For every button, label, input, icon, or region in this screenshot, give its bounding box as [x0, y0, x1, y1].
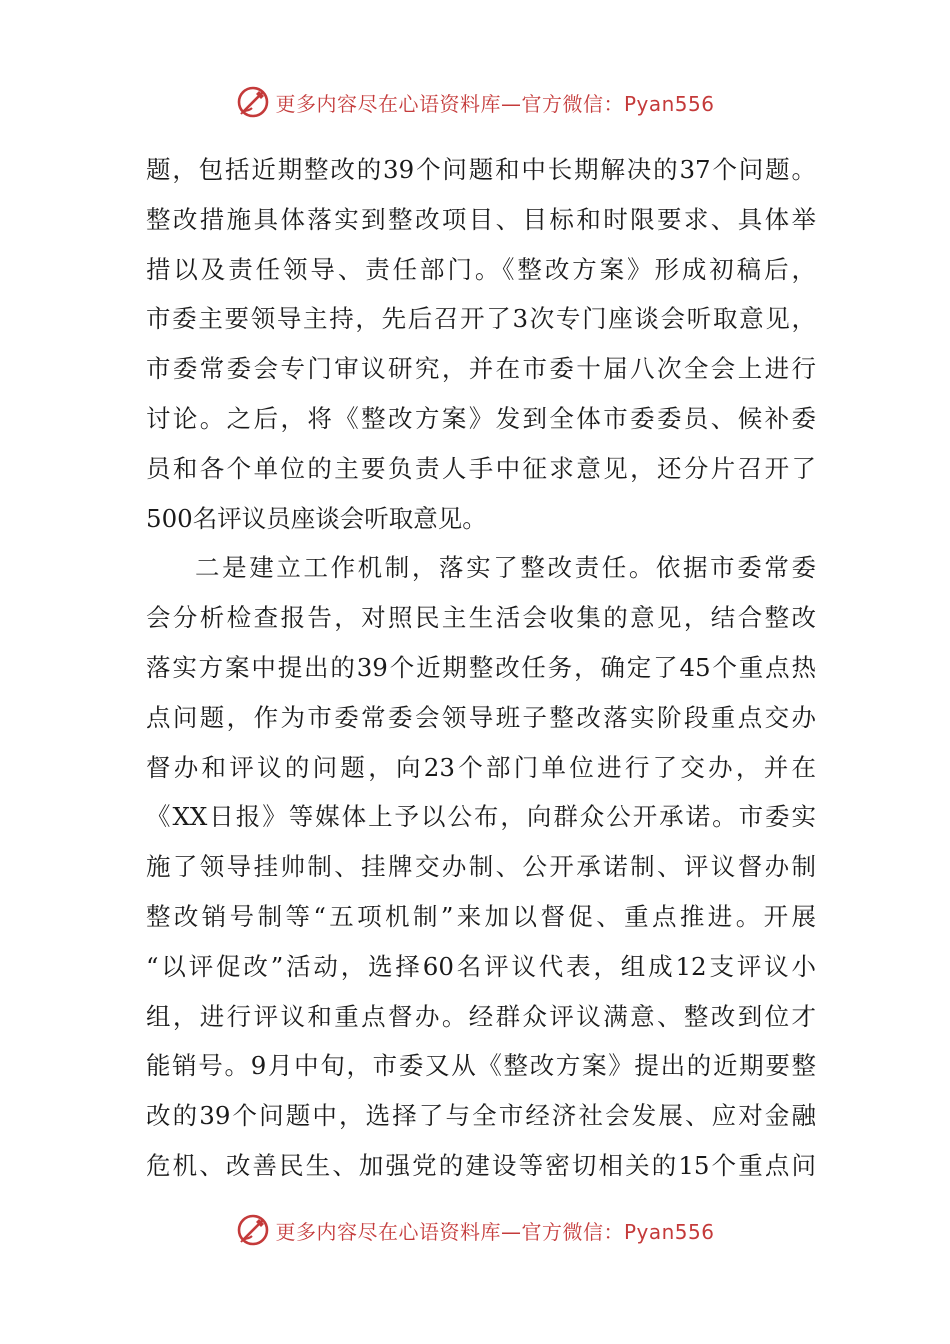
- body-line: 会分析检查报告，对照民主生活会收集的意见，结合整改: [146, 603, 816, 633]
- body-line: 整改销号制等“五项机制”来加以督促、重点推进。开展: [146, 901, 816, 931]
- body-line: 措以及责任领导、责任部门。《整改方案》形成初稿后，: [146, 254, 816, 284]
- paragraph-start-line: 二是建立工作机制，落实了整改责任。依据市委常委: [195, 553, 816, 583]
- body-line: 施了领导挂帅制、挂牌交办制、公开承诺制、评议督办制: [146, 852, 816, 882]
- body-line: 员和各个单位的主要负责人手中征求意见，还分片召开了: [146, 453, 816, 483]
- banner-text: 更多内容尽在心语资料库—官方微信：Pyan556: [275, 91, 715, 116]
- body-line: 督办和评议的问题，向23个部门单位进行了交办，并在: [146, 752, 816, 782]
- body-line: 讨论。之后，将《整改方案》发到全体市委委员、候补委: [146, 403, 816, 433]
- body-line: 改的39个问题中，选择了与全市经济社会发展、应对金融: [146, 1101, 816, 1131]
- body-line: 能销号。9月中旬，市委又从《整改方案》提出的近期要整: [146, 1051, 816, 1081]
- body-line: 题，包括近期整改的39个问题和中长期解决的37个问题。: [146, 155, 816, 184]
- body-line: 点问题，作为市委常委会领导班子整改落实阶段重点交办: [146, 702, 816, 732]
- body-line: 落实方案中提出的39个近期整改任务，确定了45个重点热: [146, 652, 816, 682]
- body-line: 危机、改善民生、加强党的建设等密切相关的15个重点问: [146, 1150, 816, 1180]
- pen-in-circle-icon: [235, 1212, 271, 1248]
- pen-in-circle-icon: [235, 84, 271, 120]
- footer-banner: [0, 1210, 950, 1250]
- header-banner: [0, 82, 950, 122]
- body-line: “以评促改”活动，选择60名评议代表，组成12支评议小: [146, 951, 816, 981]
- body-line: 市委常委会专门审议研究，并在市委十届八次全会上进行: [146, 354, 816, 384]
- body-line: 市委主要领导主持，先后召开了3次专门座谈会听取意见，: [146, 304, 816, 334]
- banner-text: 更多内容尽在心语资料库—官方微信：Pyan556: [275, 1219, 715, 1244]
- body-line: 《XX日报》等媒体上予以公布，向群众公开承诺。市委实: [146, 802, 816, 832]
- body-line: 组，进行评议和重点督办。经群众评议满意、整改到位才: [146, 1001, 816, 1031]
- body-line: 500名评议员座谈会听取意见。: [146, 503, 487, 533]
- document-body: [146, 145, 816, 1191]
- body-line: 整改措施具体落实到整改项目、目标和时限要求、具体举: [146, 204, 816, 234]
